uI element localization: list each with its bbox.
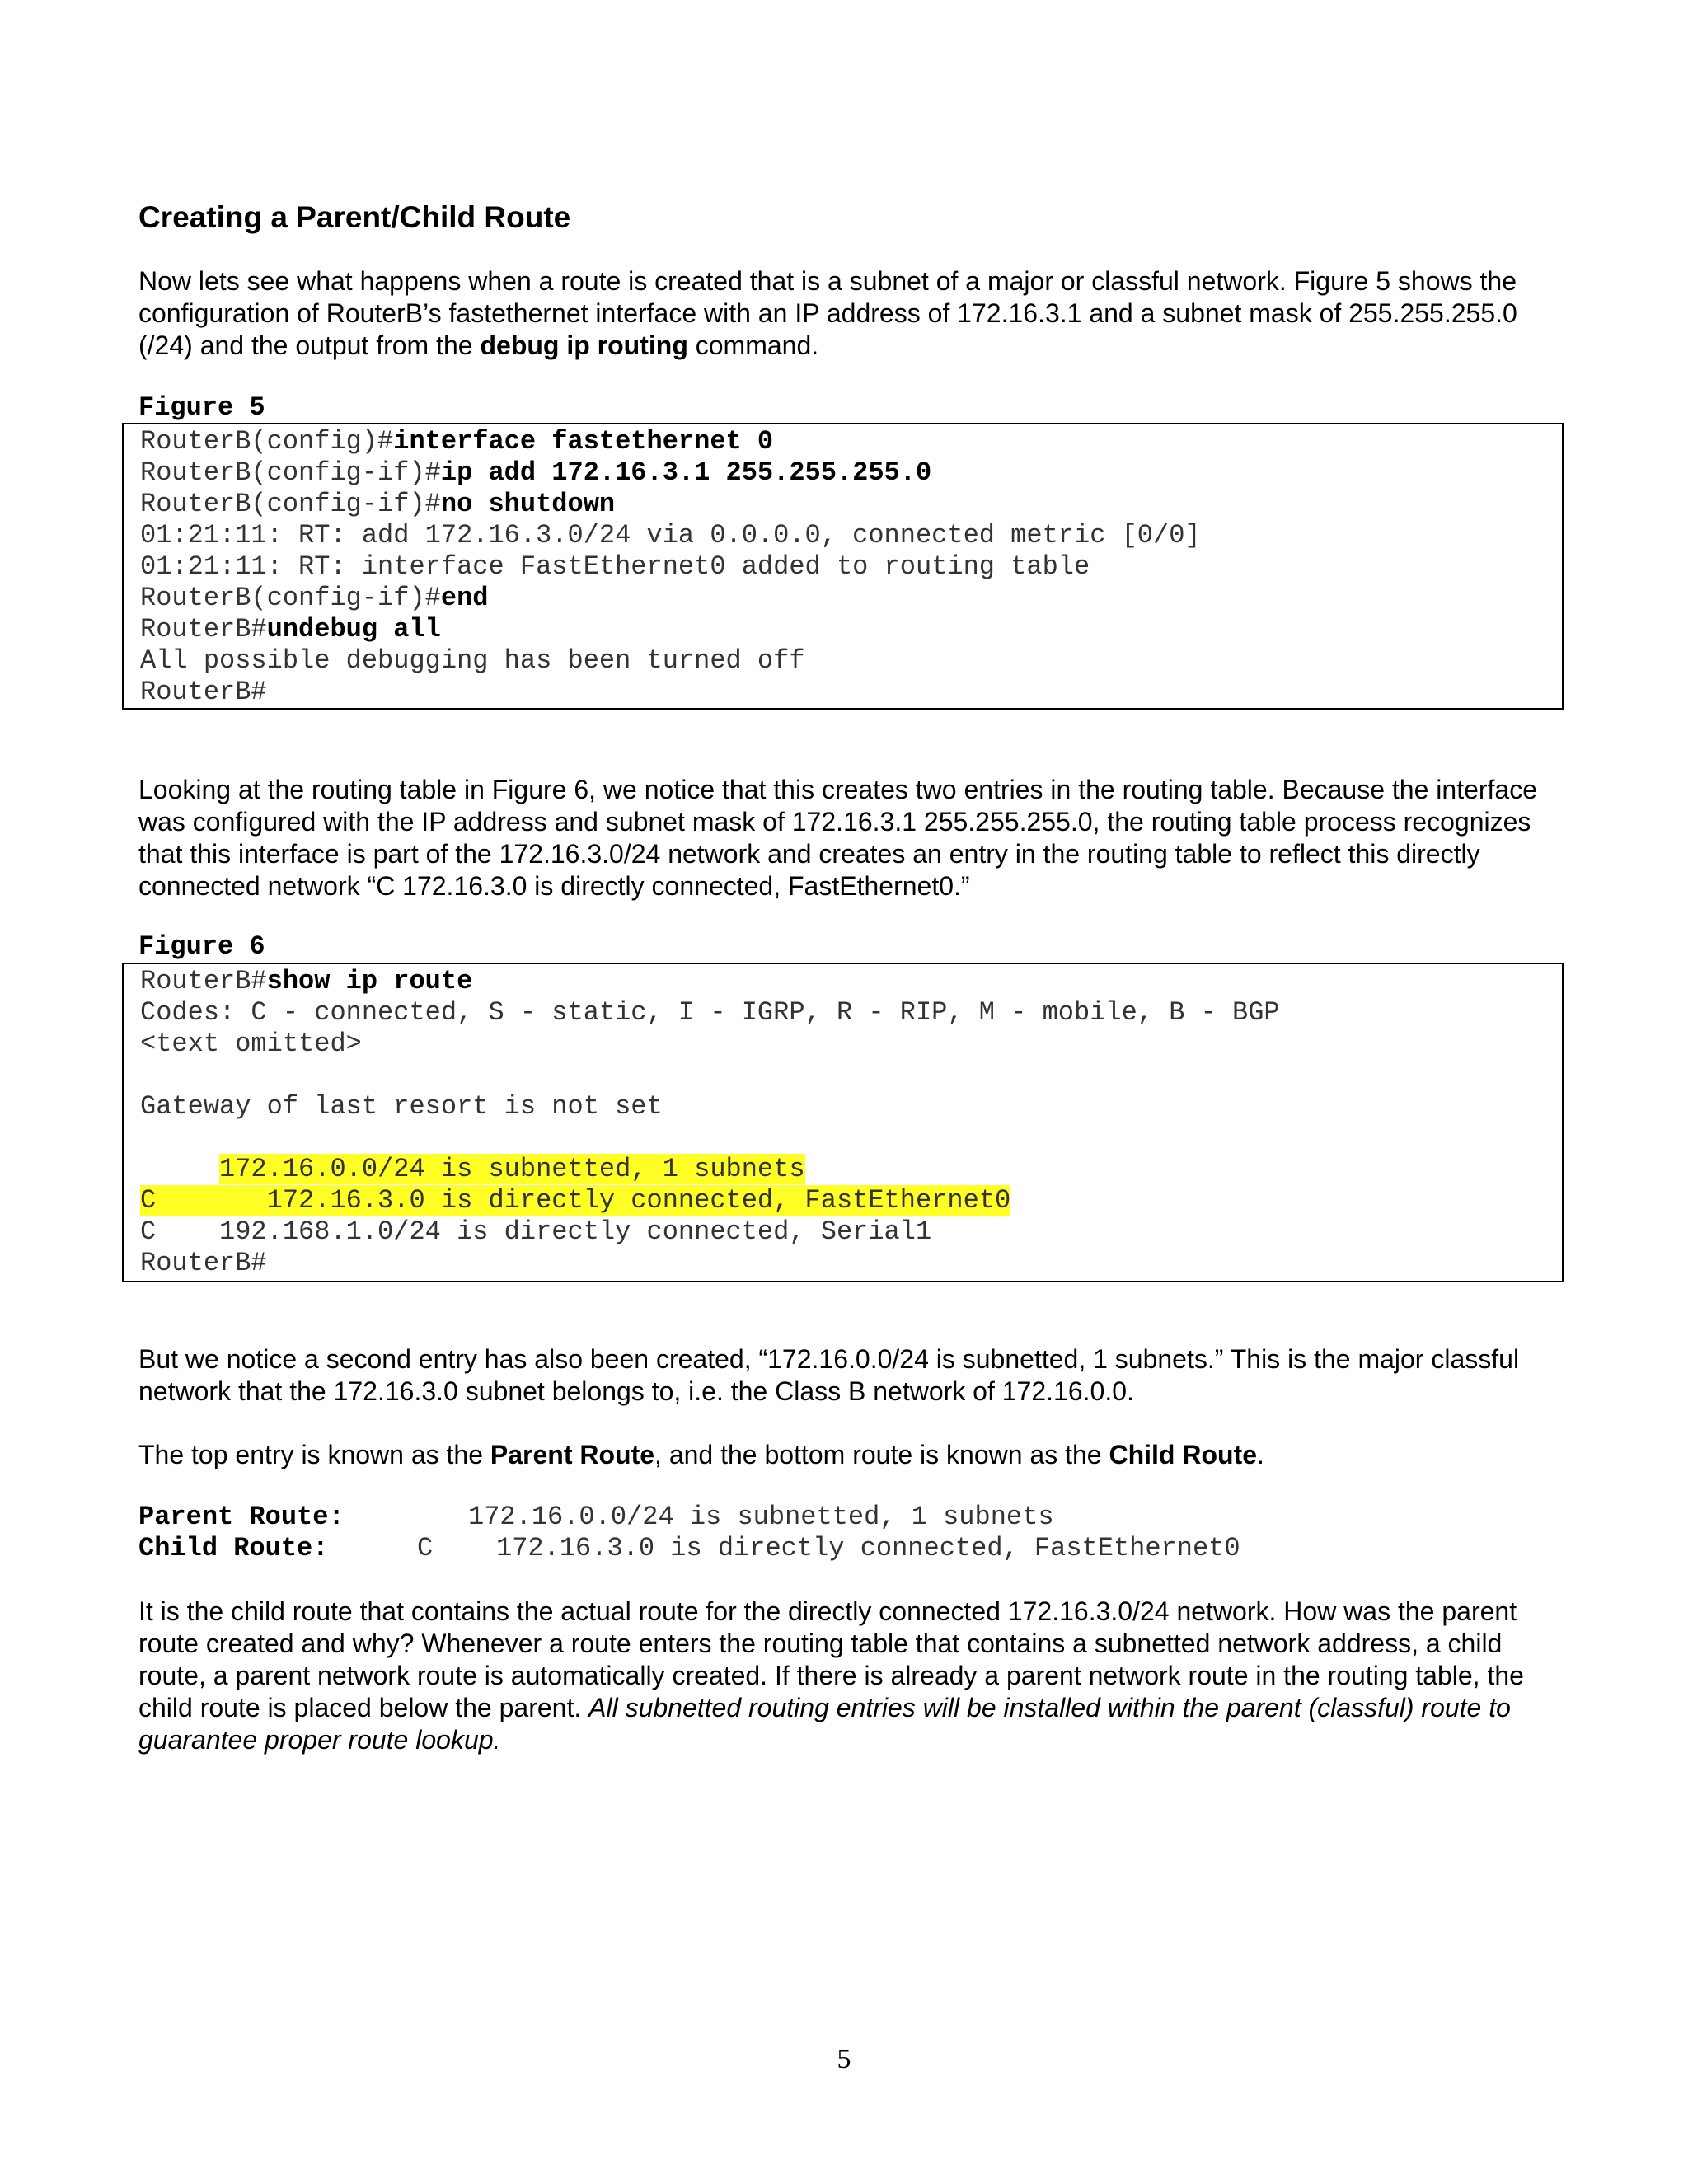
figure-6-label: Figure 6 [138, 931, 265, 962]
parent-route-line [138, 1502, 1566, 1533]
figure-6-line [140, 966, 1562, 997]
paragraph-child-route-explanation: It is the child route that contains the actual route for the directly connected 172.16.3.0/24 network. How was the parent route created and why? Whenever a route enters the routing table that contains a subnetted network address, a child route, a parent network route is automatically created. If there is already a parent network route in the routing table, the child route is placed below the parent. All subnetted routing entries will be installed within the parent (classful) route to guarantee proper route lookup. [138, 1596, 1524, 1755]
figure-6-line [140, 997, 1562, 1029]
intro-paragraph: Now lets see what happens when a route is created that is a subnet of a major or classful network. Figure 5 shows the configuration of RouterB’s fastethernet interface with an IP address of 172.16.3.1 and a subnet mask of 255.255.255.0 (/24) and the output from the debug ip routing command. [138, 266, 1517, 360]
cli-output: RouterB(config-if)# [140, 457, 441, 488]
cli-output: Gateway of last resort is not set [140, 1091, 663, 1122]
figure-5-line [140, 520, 1562, 551]
figure-5-label: Figure 5 [138, 392, 265, 423]
cli-output: RouterB(config-if)# [140, 489, 441, 519]
child-route-text: C 172.16.3.0 is directly connected, FastEthernet0 [417, 1533, 1240, 1563]
figure-6-line [140, 1154, 1562, 1185]
figure-6-line [140, 1091, 1562, 1122]
parent-route-text: 172.16.0.0/24 is subnetted, 1 subnets [468, 1502, 1054, 1532]
route-examples [138, 1502, 1566, 1564]
cli-command: show ip route [266, 966, 473, 996]
child-route-label: Child Route: [138, 1533, 329, 1563]
figure-5-line [140, 677, 1562, 708]
child-route-line [138, 1533, 1566, 1564]
highlighted-route: 172.16.0.0/24 is subnetted, 1 subnets [219, 1154, 805, 1184]
cli-output: RouterB# [140, 1248, 267, 1278]
paragraph-second-entry: But we notice a second entry has also been created, “172.16.0.0/24 is subnetted, 1 subnets.” This is the major classful network that the 172.16.3.0 subnet belongs to, i.e. the Class B network of 172.16.0.0. [138, 1344, 1520, 1406]
cli-output: All possible debugging has been turned off [140, 645, 805, 676]
section-title: Creating a Parent/Child Route [138, 200, 571, 234]
figure-5-line [140, 457, 1562, 489]
page-number: 5 [837, 2044, 851, 2074]
italic-emphasis: All subnetted routing entries will be installed within the parent (classful) route to guarantee proper route lookup. [138, 1693, 1511, 1755]
cli-command: no shutdown [440, 489, 616, 519]
paragraph-parent-child: The top entry is known as the Parent Route, and the bottom route is known as the Child Route. [138, 1440, 1264, 1469]
highlighted-route: C 172.16.3.0 is directly connected, FastEthernet0 [140, 1185, 1011, 1216]
figure-6-line [140, 1029, 1562, 1060]
cli-output: RouterB# [140, 677, 267, 707]
figure-5-codebox [122, 423, 1564, 710]
figure-6-line [140, 1216, 1562, 1248]
cli-output: RouterB# [140, 614, 267, 644]
cli-command: interface fastethernet 0 [393, 426, 774, 457]
figure-5-line [140, 614, 1562, 645]
figure-6-codebox [122, 963, 1564, 1282]
cli-output: <text omitted> [140, 1029, 362, 1059]
figure-5-line [140, 489, 1562, 520]
cli-output: Codes: C - connected, S - static, I - IGRP, R - RIP, M - mobile, B - BGP [140, 997, 1280, 1028]
cli-command: ip add 172.16.3.1 255.255.255.0 [440, 457, 932, 488]
figure-5-line [140, 426, 1562, 457]
cli-command: undebug all [266, 614, 441, 644]
cli-output: RouterB# [140, 966, 267, 996]
cli-output: RouterB(config-if)# [140, 583, 441, 613]
figure-5-line [140, 583, 1562, 614]
cli-output: RouterB(config)# [140, 426, 394, 457]
figure-5-line [140, 645, 1562, 677]
figure-6-line [140, 1122, 1562, 1154]
cli-output: 01:21:11: RT: add 172.16.3.0/24 via 0.0.0.0, connected metric [0/0] [140, 520, 1201, 551]
cli-output: 01:21:11: RT: interface FastEthernet0 added to routing table [140, 551, 1090, 582]
paragraph-routing-table: Looking at the routing table in Figure 6, we notice that this creates two entries in the routing table. Because the interface was configured with the IP address and subnet mask of 172.16.3.1 255.255.255.0, the routing table process recognizes that this interface is part of the 172.16.3.0/24 network and creates an entry in the routing table to reflect this directly connected network “C 172.16.3.0 is directly connected, FastEthernet0.” [138, 775, 1538, 901]
debug-command-bold: debug ip routing [480, 330, 688, 360]
figure-6-line [140, 1185, 1562, 1216]
figure-6-line [140, 1060, 1562, 1091]
parent-route-label: Parent Route: [138, 1502, 345, 1532]
cli-output: C 192.168.1.0/24 is directly connected, Serial1 [140, 1216, 932, 1247]
figure-6-line [140, 1248, 1562, 1279]
figure-5-line [140, 551, 1562, 583]
cli-command: end [440, 583, 489, 613]
